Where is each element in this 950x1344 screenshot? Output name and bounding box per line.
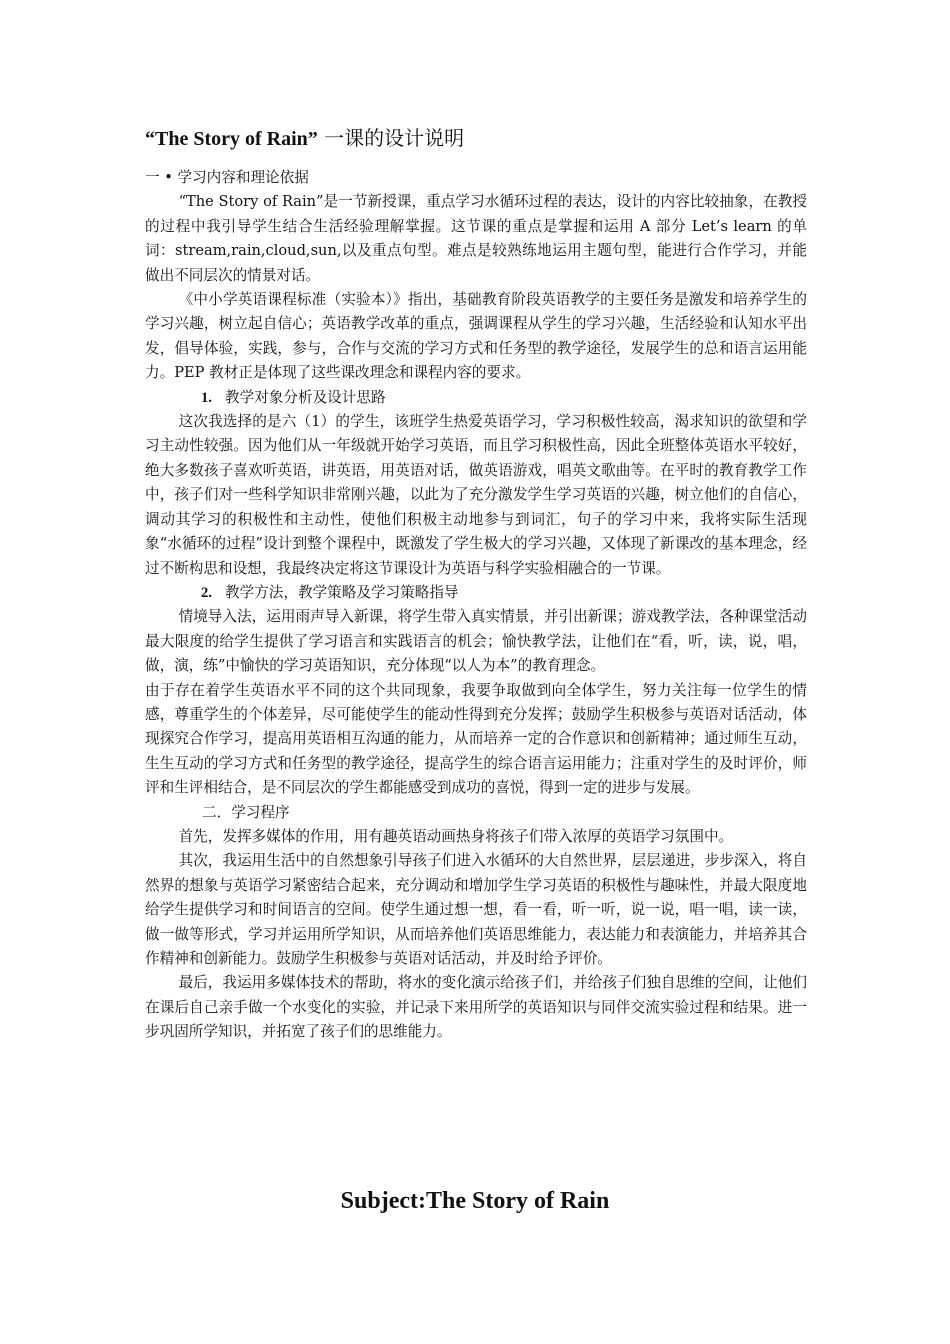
- section1-paragraph-1: “The Story of Rain”是一节新授课，重点学习水循环过程的表达，设计的内容比较抽象，在教授的过程中我引导学生结合生活经验理解掌握。这节课的重点是掌握和运用 A 部分 Let’s learn 的单词：stream,rain,cloud,sun,以及重点句型。难点是较熟练地运用主题句型，能进行合作学习，并能做出不同层次的情景对话。: [145, 193, 807, 284]
- document-title: [145, 122, 464, 151]
- title-english: “The Story of Rain”: [145, 128, 318, 150]
- section2-heading: 二．学习程序: [202, 803, 290, 821]
- subheading-1-number: 1.: [201, 389, 212, 406]
- section2-paragraph-2: 其次，我运用生活中的自然想象引导孩子们进入水循环的大自然世界，层层递进，步步深入，将自然界的想象与英语学习紧密结合起来，充分调动和增加学生学习英语的积极性与趣味性，并最大限度地给学生提供学习和时间语言的空间。使学生通过想一想，看一看，听一听，说一说，唱一唱，读一读，做一做等形式，学习并运用所学知识，从而培养他们英语思维能力，表达能力和表演能力，并培养其合作精神和创新能力。鼓励学生积极参与英语对话活动，并及时给予评价。: [145, 852, 807, 967]
- subheading-1-title: 教学对象分析及设计思路: [225, 388, 386, 406]
- section1-paragraph-3: 这次我选择的是六（1）的学生，该班学生热爱英语学习，学习积极性较高，渴求知识的欲望和学习主动性较强。因为他们从一年级就开始学习英语，而且学习积极性高，因此全班整体英语水平较好，绝大多数孩子喜欢听英语，讲英语，用英语对话，做英语游戏，唱英文歌曲等。在平时的教育教学工作中，孩子们对一些科学知识非常刚兴趣，以此为了充分激发学生学习英语的兴趣，树立他们的自信心，调动其学习的积极性和主动性，使他们积极主动地参与到词汇，句子的学习中来，我将实际生活现象“水循环的过程”设计到整个课程中，既激发了学生极大的学习兴趣，又体现了新课改的基本理念，经过不断构思和设想，我最终决定将这节课设计为英语与科学实验相融合的一节课。: [145, 413, 807, 577]
- section1-paragraph-4: 情境导入法，运用雨声导入新课，将学生带入真实情景，并引出新课；游戏教学法，各种课堂活动最大限度的给学生提供了学习语言和实践语言的机会；愉快教学法，让他们在“看，听，读，说，唱，做，演，练”中愉快的学习英语知识，充分体现“以人为本”的教育理念。: [145, 608, 807, 675]
- section2-paragraph-1: 首先，发挥多媒体的作用，用有趣英语动画热身将孩子们带入浓厚的英语学习氛围中。: [178, 827, 734, 845]
- section1-paragraph-5: 由于存在着学生英语水平不同的这个共同现象，我要争取做到向全体学生，努力关注每一位学生的情感，尊重学生的个体差异，尽可能使学生的能动性得到充分发挥；鼓励学生积极参与英语对话活动，体现探究合作学习，提高用英语相互沟通的能力，从而培养一定的合作意识和创新精神；通过师生互动，生生互动的学习方式和任务型的教学途径，提高学生的综合语言运用能力；注重对学生的及时评价，师评和生评相结合，是不同层次的学生都能感受到成功的喜悦，得到一定的进步与发展。: [145, 681, 807, 797]
- section2-paragraph-3: 最后，我运用多媒体技术的帮助，将水的变化演示给孩子们，并给孩子们独自思维的空间，让他们在课后自己亲手做一个水变化的实验，并记录下来用所学的英语知识与同伴交流实验过程和结果。进一步巩固所学知识，并拓宽了孩子们的思维能力。: [145, 974, 807, 1041]
- document-body: [145, 166, 807, 1045]
- subheading-2-title: 教学方法，教学策略及学习策略指导: [225, 583, 459, 601]
- title-chinese: 一课的设计说明: [324, 126, 465, 150]
- subheading-2-number: 2.: [201, 584, 212, 601]
- subject-heading: Subject:The Story of Rain: [340, 1188, 610, 1214]
- section1-paragraph-2: 《中小学英语课程标准（实验本）》指出，基础教育阶段英语教学的主要任务是激发和培养学生的学习兴趣，树立起自信心；英语教学改革的重点，强调课程从学生的学习兴趣，生活经验和认知水平出发，倡导体验，实践，参与，合作与交流的学习方式和任务型的教学途径，发展学生的总和语言运用能力。PEP 教材正是体现了这些课改理念和课程内容的要求。: [145, 291, 807, 382]
- subheading-2: [145, 581, 807, 605]
- section1-heading: 一 • 学习内容和理论依据: [145, 169, 309, 186]
- subheading-1: [145, 386, 807, 410]
